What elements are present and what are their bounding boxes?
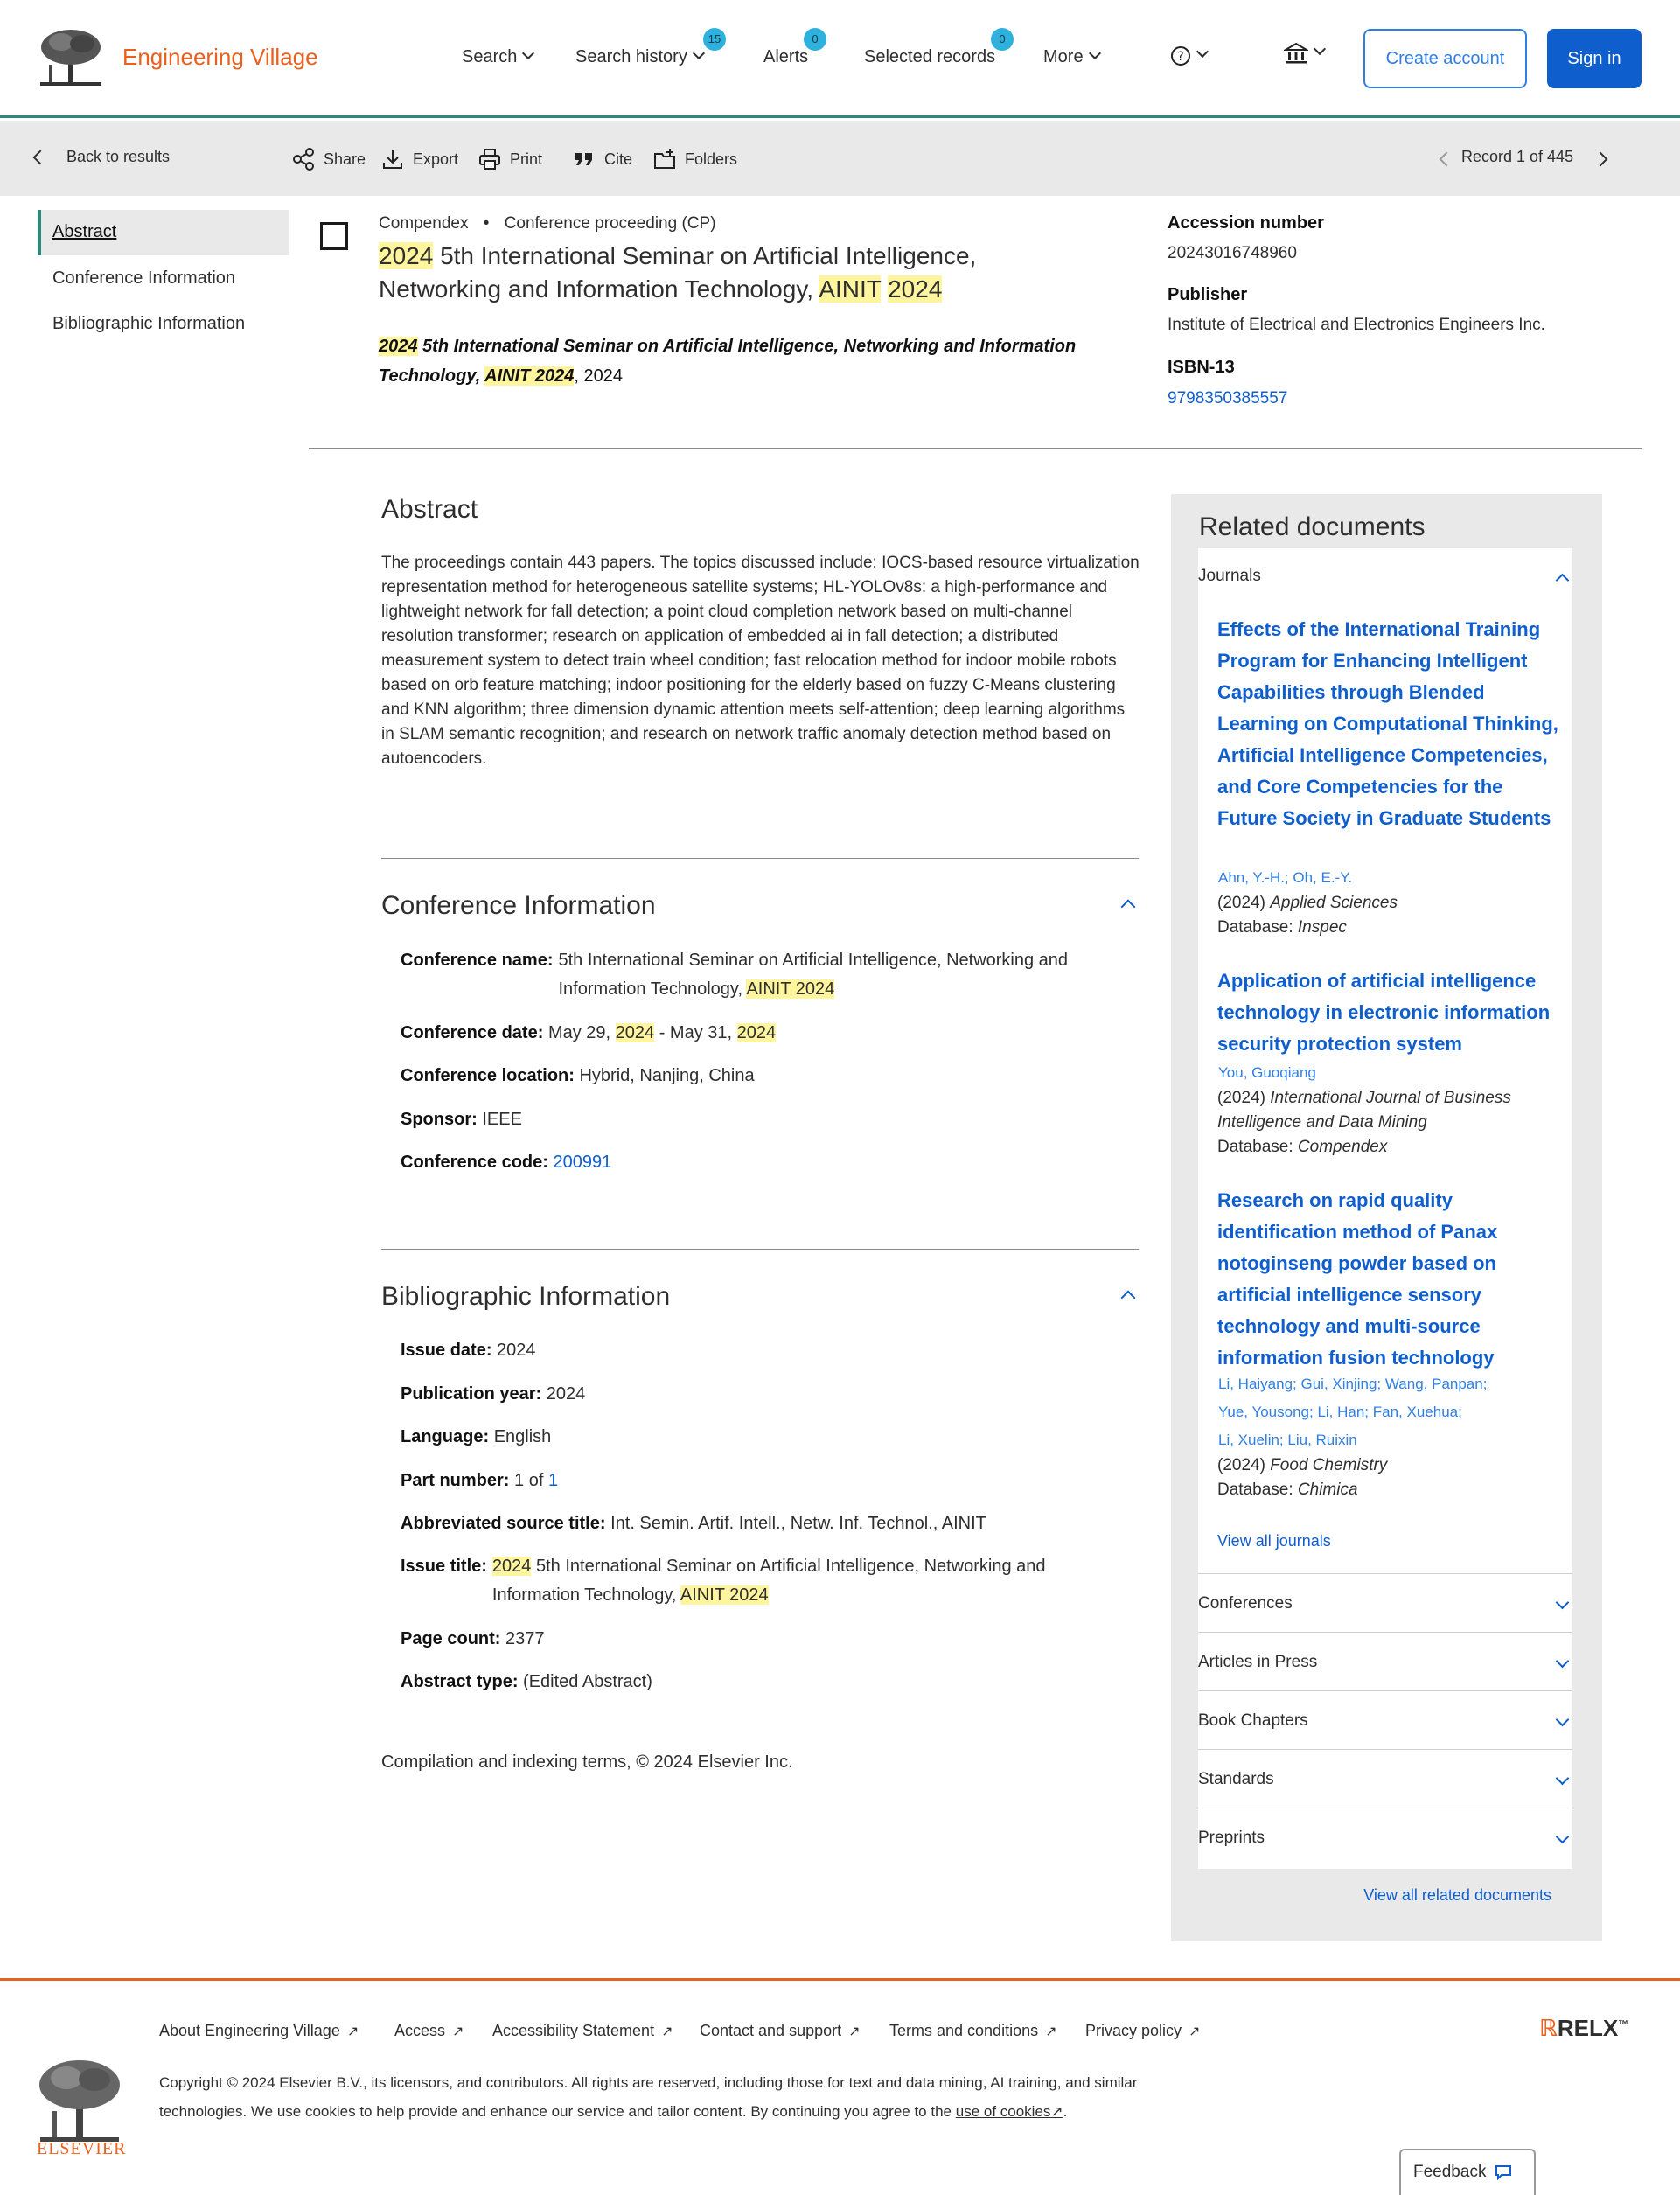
- field-value: 2377: [505, 1629, 545, 1648]
- question-circle-icon: [1170, 45, 1191, 66]
- bibliographic-heading[interactable]: Bibliographic Information: [381, 1282, 671, 1311]
- select-record-checkbox[interactable]: [320, 222, 348, 250]
- footer-copyright-text: Copyright © 2024 Elsevier B.V., its licensors, and contributors. All rights are reserved, including those for text and data mining, AI training, and similar technologies. We use cookies to help provide and enhance our service and tailor content. By continuing you agree to the: [159, 2074, 1138, 2120]
- feedback-label: Feedback: [1413, 2163, 1487, 2181]
- field-value: 2024: [497, 1341, 536, 1360]
- conference-location-field: [401, 1062, 755, 1091]
- share-button[interactable]: [292, 148, 366, 171]
- footer-link-accessibility[interactable]: [492, 2022, 673, 2040]
- related-category-label: Book Chapters: [1198, 1711, 1308, 1730]
- record-doc-type: Conference proceeding (CP): [504, 214, 716, 233]
- field-highlight: 2024: [615, 1023, 655, 1042]
- related-documents-heading: Related documents: [1199, 512, 1426, 541]
- isbn-link[interactable]: 9798350385557: [1168, 389, 1288, 408]
- related-doc-title[interactable]: Application of artificial intelligence technology in electronic information security protection system: [1217, 970, 1551, 1055]
- title-space: [881, 275, 888, 303]
- elsevier-tree-icon[interactable]: [35, 2057, 124, 2144]
- footer-link-access[interactable]: [394, 2022, 464, 2040]
- relx-wordmark: RELX: [1557, 2015, 1619, 2041]
- elsevier-tree-logo-icon[interactable]: [37, 26, 105, 89]
- field-highlight: 2024: [491, 1557, 532, 1576]
- share-label: Share: [324, 150, 366, 168]
- isbn-label: ISBN-13: [1168, 358, 1235, 377]
- chevron-down-icon: [1089, 47, 1101, 59]
- field-label: Abstract type:: [401, 1672, 519, 1691]
- chevron-up-icon[interactable]: [1121, 1291, 1136, 1306]
- record-source: [379, 331, 1105, 391]
- related-category-label: Journals: [1198, 567, 1261, 585]
- nav-search-history-label: Search history: [575, 47, 687, 66]
- field-highlight: AINIT 2024: [680, 1585, 769, 1605]
- field-highlight: AINIT 2024: [746, 979, 835, 999]
- section-divider: [381, 1249, 1139, 1250]
- relx-trademark: ™: [1618, 2017, 1629, 2031]
- related-category-preprints[interactable]: [1198, 1829, 1572, 1848]
- elsevier-wordmark: ELSEVIER: [37, 2139, 127, 2158]
- field-label: Conference code:: [401, 1153, 548, 1172]
- field-value: 2024: [546, 1384, 586, 1404]
- database-label: Database:: [1217, 918, 1293, 937]
- related-category-book-chapters[interactable]: [1198, 1711, 1572, 1731]
- sidebar-item-conference-information[interactable]: Conference Information: [52, 268, 236, 288]
- field-label: Conference name:: [401, 951, 554, 970]
- conference-name-field: [401, 946, 1135, 1004]
- related-doc-database: [1217, 1135, 1567, 1160]
- external-link-icon: ↗: [1050, 2103, 1063, 2120]
- footer-link-terms[interactable]: [889, 2022, 1057, 2040]
- database-label: Database:: [1217, 1481, 1293, 1499]
- conference-heading[interactable]: Conference Information: [381, 891, 656, 920]
- field-label: Sponsor:: [401, 1110, 478, 1129]
- page-count-field: [401, 1625, 545, 1654]
- chevron-down-icon: [1314, 43, 1326, 55]
- title-text: 5th International Seminar on Artificial Intelligence, Networking and Information Technology,: [379, 242, 977, 303]
- chevron-left-icon: [33, 150, 48, 164]
- record-meta: [379, 214, 716, 233]
- institution-menu[interactable]: [1284, 42, 1324, 65]
- cite-label: Cite: [604, 150, 633, 168]
- compilation-copyright: Compilation and indexing terms, © 2024 Elsevier Inc.: [381, 1753, 793, 1772]
- title-highlight: AINIT: [819, 275, 882, 303]
- related-doc-year: (2024): [1217, 894, 1265, 912]
- footer-link-label: Accessibility Statement: [492, 2022, 655, 2039]
- database-label: Database:: [1217, 1138, 1293, 1156]
- field-label: Page count:: [401, 1629, 501, 1648]
- cite-button[interactable]: [573, 148, 632, 171]
- field-value: Information Technology,: [491, 1585, 680, 1605]
- related-doc-source: [1217, 1453, 1567, 1478]
- related-doc-source: [1217, 891, 1567, 916]
- related-doc-authors[interactable]: Li, Xuelin; Liu, Ruixin: [1218, 1432, 1357, 1448]
- related-doc-database: [1217, 916, 1567, 940]
- chevron-down-icon: [693, 47, 705, 59]
- abbreviated-source-title-field: [401, 1509, 986, 1538]
- footer-link-label: Privacy policy: [1085, 2022, 1182, 2039]
- source-highlight: AINIT 2024: [484, 366, 575, 386]
- field-value: Int. Semin. Artif. Intell., Netw. Inf. Technol., AINIT: [610, 1514, 986, 1533]
- database-value: Compendex: [1297, 1138, 1388, 1156]
- related-category-label: Conferences: [1198, 1594, 1293, 1613]
- nav-search[interactable]: [462, 47, 533, 67]
- footer-link-label: Contact and support: [700, 2022, 842, 2039]
- source-tail: , 2024: [574, 366, 623, 386]
- field-label: Abbreviated source title:: [401, 1514, 606, 1533]
- field-value: IEEE: [482, 1110, 522, 1129]
- field-label: Part number:: [401, 1471, 510, 1490]
- footer-link-label: Access: [394, 2022, 446, 2039]
- field-label: Language:: [401, 1427, 490, 1446]
- chevron-down-icon: [1556, 1713, 1570, 1727]
- next-record-icon[interactable]: [1593, 152, 1608, 167]
- conference-date-field: [401, 1019, 776, 1048]
- related-doc-year: (2024): [1217, 1456, 1265, 1474]
- record-title: [379, 240, 1043, 306]
- related-separator: [1198, 1632, 1572, 1633]
- related-category-label: Standards: [1198, 1770, 1274, 1788]
- part-number-link[interactable]: 1: [547, 1471, 559, 1490]
- field-label: Issue title:: [401, 1557, 487, 1576]
- related-separator: [1198, 1573, 1572, 1574]
- related-category-label: Preprints: [1198, 1829, 1265, 1847]
- site-header: [0, 0, 1680, 118]
- footer-copyright: Copyright © 2024 Elsevier B.V., its licensors, and contributors. All rights are reserved, including those for text and data mining, AI training, and similar technologies. We use cookies to help provide and enhance our service and tailor content. By continuing you agree to the use of cookies↗.: [159, 2074, 1138, 2120]
- footer-link-label: About Engineering Village: [159, 2022, 340, 2039]
- meta-separator: •: [483, 214, 490, 233]
- share-icon: [292, 148, 315, 171]
- view-all-journals-link[interactable]: View all journals: [1217, 1532, 1331, 1550]
- language-field: [401, 1423, 551, 1452]
- folders-button[interactable]: [653, 148, 737, 171]
- field-value: 5th International Seminar on Artificial Intelligence, Networking and: [558, 951, 1069, 970]
- nav-alerts[interactable]: [763, 47, 808, 67]
- feedback-button[interactable]: [1399, 2149, 1536, 2195]
- related-doc-title[interactable]: Effects of the International Training Program for Enhancing Intelligent Capabilities through Blended Learning on Computational Thinking, Artificial Intelligence Competencies, and Core Competencies for the Future Society in Graduate Students: [1217, 618, 1558, 829]
- chevron-down-icon: [1556, 1772, 1570, 1786]
- download-icon: [381, 148, 404, 171]
- external-link-icon: ↗: [661, 2024, 673, 2039]
- nav-alerts-label: Alerts: [763, 47, 809, 66]
- abstract-heading: Abstract: [381, 495, 478, 524]
- record-toolbar: [0, 121, 1680, 196]
- related-separator: [1198, 1749, 1572, 1750]
- issue-date-field: [401, 1336, 536, 1365]
- external-link-icon: ↗: [452, 2024, 464, 2039]
- alerts-count-badge: 0: [804, 28, 826, 51]
- field-value: English: [493, 1427, 552, 1446]
- related-doc-authors[interactable]: Yue, Yousong; Li, Han; Fan, Xuehua;: [1218, 1404, 1462, 1420]
- create-account-button[interactable]: Create account: [1363, 29, 1527, 88]
- related-doc-database: [1217, 1478, 1567, 1502]
- field-value: Information Technology,: [558, 979, 747, 999]
- field-value: 5th International Seminar on Artificial Intelligence, Networking and: [531, 1557, 1046, 1576]
- abstract-type-field: [401, 1668, 652, 1697]
- folders-label: Folders: [685, 150, 738, 168]
- external-link-icon: ↗: [1045, 2024, 1057, 2039]
- back-to-results-label: Back to results: [66, 148, 171, 165]
- related-category-conferences[interactable]: [1198, 1594, 1572, 1613]
- footer-link-about[interactable]: [159, 2022, 359, 2040]
- view-all-related-documents-link[interactable]: View all related documents: [1198, 1869, 1572, 1921]
- institution-icon: [1284, 42, 1308, 65]
- print-button[interactable]: [478, 148, 542, 171]
- field-value: May 29,: [547, 1023, 616, 1042]
- chevron-down-icon: [1556, 1596, 1570, 1610]
- title-highlight: 2024: [888, 275, 943, 303]
- relx-logo[interactable]: [1539, 2015, 1628, 2042]
- previous-record-icon[interactable]: [1440, 152, 1454, 167]
- header-divider: [309, 448, 1642, 449]
- sign-in-button[interactable]: Sign in: [1547, 29, 1642, 88]
- related-doc-journal: International Journal of Business Intelligence and Data Mining: [1217, 1089, 1511, 1132]
- related-category-label: Articles in Press: [1198, 1653, 1318, 1671]
- nav-more-label: More: [1043, 47, 1084, 66]
- nav-selected-records-label: Selected records: [864, 47, 996, 66]
- folder-add-icon: [653, 148, 676, 171]
- conference-code-link[interactable]: 200991: [553, 1153, 612, 1172]
- quote-icon: [573, 148, 596, 171]
- sidebar-item-abstract[interactable]: Abstract: [52, 222, 117, 241]
- footer-link-privacy[interactable]: [1085, 2022, 1200, 2040]
- field-value: - May 31,: [654, 1023, 737, 1042]
- related-separator: [1198, 1690, 1572, 1691]
- source-highlight: 2024: [379, 337, 418, 356]
- field-label: Conference date:: [401, 1023, 544, 1042]
- related-category-journals[interactable]: [1198, 567, 1572, 586]
- external-link-icon: ↗: [848, 2024, 861, 2039]
- chevron-down-icon: [1556, 1830, 1570, 1844]
- database-value: Inspec: [1297, 918, 1347, 937]
- section-divider: [381, 858, 1139, 859]
- field-value: Hybrid, Nanjing, China: [579, 1066, 755, 1085]
- part-number-field: [401, 1467, 558, 1495]
- related-doc-authors[interactable]: Ahn, Y.-H.; Oh, E.-Y.: [1218, 869, 1353, 886]
- related-doc-authors[interactable]: Li, Haiyang; Gui, Xinjing; Wang, Panpan;: [1218, 1376, 1488, 1392]
- footer-divider: [0, 1978, 1680, 1981]
- related-doc-journal: Applied Sciences: [1270, 894, 1398, 912]
- related-doc-year: (2024): [1217, 1089, 1265, 1107]
- accession-number-label: Accession number: [1168, 213, 1324, 233]
- nav-search-label: Search: [462, 47, 518, 66]
- cookies-link[interactable]: [956, 2103, 1063, 2120]
- chevron-down-icon: [1556, 1655, 1570, 1669]
- accession-number-value: 20243016748960: [1168, 244, 1297, 262]
- related-category-standards[interactable]: [1198, 1770, 1572, 1789]
- brand-link[interactable]: Engineering Village: [122, 44, 318, 70]
- footer-link-contact[interactable]: [700, 2022, 861, 2040]
- chevron-up-icon: [1556, 574, 1570, 588]
- chevron-up-icon[interactable]: [1121, 900, 1136, 915]
- publisher-value: Institute of Electrical and Electronics Engineers Inc.: [1168, 316, 1545, 334]
- related-doc-title[interactable]: Research on rapid quality identification method of Panax notoginseng powder based on artificial intelligence sensory technology and multi-source information fusion technology: [1217, 1189, 1498, 1369]
- chevron-down-icon: [522, 47, 534, 59]
- field-label: Issue date:: [401, 1341, 492, 1360]
- record-database: Compendex: [379, 214, 469, 233]
- field-label: Conference location:: [401, 1066, 575, 1085]
- field-label: Publication year:: [401, 1384, 542, 1404]
- title-highlight: 2024: [379, 242, 434, 269]
- publication-year-field: [401, 1380, 585, 1409]
- back-to-results-link[interactable]: [35, 148, 170, 166]
- print-label: Print: [510, 150, 543, 168]
- source-text: 5th International Seminar on Artificial Intelligence, Networking and Information Technology,: [379, 337, 1077, 386]
- export-label: Export: [413, 150, 459, 168]
- related-doc-source: [1217, 1086, 1567, 1135]
- abstract-text: The proceedings contain 443 papers. The topics discussed include: IOCS-based resource virtualization representation method for heterogeneous satellite systems; HL-YOLOv8s: a high-performance and lightweight network for fall detection; a point cloud completion network based on multi-channel resolution transformer; research on application of embedded ai in fall detection; a distributed measurement system to detect train wheel condition; fast relocation method for indoor mobile robots based on orb feature matching; indoor positioning for the elderly based on fuzzy C-Means clustering and KNN algorithm; three dimension dynamic attention meets self-attention; deep learning algorithms in SLAM semantic recognition; and research on network traffic anomaly detection method based on autoencoders.: [381, 554, 1140, 768]
- export-button[interactable]: [381, 148, 458, 171]
- external-link-icon: ↗: [1189, 2024, 1201, 2039]
- field-highlight: 2024: [736, 1023, 777, 1042]
- related-category-articles-in-press[interactable]: [1198, 1653, 1572, 1672]
- field-value: 1 of: [514, 1471, 548, 1490]
- nav-search-history[interactable]: [575, 47, 703, 67]
- printer-icon: [478, 148, 501, 171]
- sponsor-field: [401, 1105, 522, 1134]
- sidebar-item-bibliographic-information[interactable]: Bibliographic Information: [52, 314, 246, 333]
- publisher-label: Publisher: [1168, 285, 1248, 304]
- relx-r-icon: ℝ: [1539, 2015, 1558, 2041]
- help-menu[interactable]: [1170, 45, 1207, 66]
- related-doc-authors[interactable]: You, Guoqiang: [1218, 1064, 1316, 1081]
- cookies-link-label: use of cookies: [955, 2103, 1051, 2120]
- nav-selected-records[interactable]: [864, 47, 995, 67]
- field-value: (Edited Abstract): [523, 1672, 652, 1691]
- chat-bubble-icon: [1495, 2164, 1512, 2180]
- database-value: Chimica: [1297, 1481, 1358, 1499]
- footer-link-label: Terms and conditions: [889, 2022, 1039, 2039]
- related-doc-journal: Food Chemistry: [1270, 1456, 1388, 1474]
- record-position: Record 1 of 445: [1461, 148, 1574, 165]
- conference-code-field: [401, 1148, 611, 1177]
- svg-text:?: ?: [1177, 50, 1184, 64]
- selected-records-count-badge: 0: [991, 28, 1014, 51]
- nav-more[interactable]: [1043, 47, 1099, 67]
- issue-title-field: [401, 1552, 1135, 1610]
- search-history-count-badge: 15: [703, 28, 726, 51]
- external-link-icon: ↗: [346, 2024, 359, 2039]
- chevron-down-icon: [1196, 45, 1209, 58]
